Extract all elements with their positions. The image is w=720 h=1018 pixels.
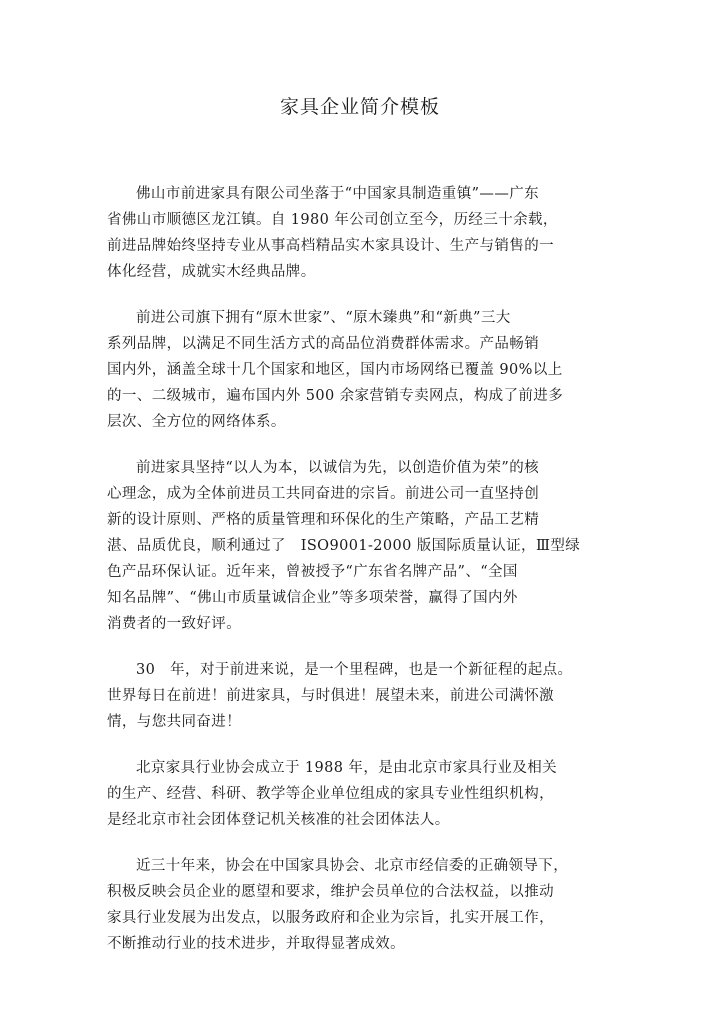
text-line: 体化经营，成就实木经典品牌。 <box>107 264 316 280</box>
text-line: 的一、二级城市，遍布国内外 500 余家营销专卖网点，构成了前进多 <box>107 388 564 404</box>
document-title: 家具企业简介模板 <box>279 96 440 118</box>
text-line: 层次、全方位的网络体系。 <box>107 414 286 430</box>
text-line: 家具行业发展为出发点，以服务政府和企业为宗旨，扎实开展工作， <box>107 910 554 926</box>
text-line: 30 年，对于前进来说，是一个里程碑，也是一个新征程的起点。 <box>136 662 573 678</box>
document-body <box>107 181 597 977</box>
text-line: 的生产、经营、科研、教学等企业单位组成的家具专业性组织机构， <box>107 786 554 802</box>
text-line: 前进家具坚持“以人为本，以诚信为先，以创造价值为荣”的核 <box>136 460 540 476</box>
text-line: 不断推动行业的技术进步，并取得显著成效。 <box>107 936 405 952</box>
paragraph <box>107 657 597 735</box>
text-line: 知名品牌”、“佛山市质量诚信企业”等多项荣誉，赢得了国内外 <box>107 590 518 606</box>
text-line: 是经北京市社会团体登记机关核准的社会团体法人。 <box>107 812 450 828</box>
text-line: 前进品牌始终坚持专业从事高档精品实木家具设计、生产与销售的一 <box>107 238 554 254</box>
text-line: 积极反映会员企业的愿望和要求，维护会员单位的合法权益，以推动 <box>107 884 554 900</box>
paragraph <box>107 181 597 285</box>
text-line: 佛山市前进家具有限公司坐落于“中国家具制造重镇”——广东 <box>136 186 540 202</box>
text-line: 系列品牌，以满足不同生活方式的高品位消费群体需求。产品畅销 <box>107 336 540 352</box>
paragraph <box>107 853 597 957</box>
paragraph <box>107 305 597 435</box>
text-line: 情，与您共同奋进！ <box>107 714 242 730</box>
paragraph <box>107 455 597 637</box>
text-line: 北京家具行业协会成立于 1988 年，是由北京市家具行业及相关 <box>136 760 558 776</box>
text-line: 国内外，涵盖全球十几个国家和地区，国内市场网络已覆盖 90%以上 <box>107 362 563 378</box>
text-line: 色产品环保认证。近年来，曾被授予“广东省名牌产品”、“全国 <box>107 564 518 580</box>
text-line: 近三十年来，协会在中国家具协会、北京市经信委的正确领导下， <box>136 858 569 874</box>
text-line: 前进公司旗下拥有“原木世家”、“原木臻典”和“新典”三大 <box>136 310 511 326</box>
text-line: 湛、品质优良，顺利通过了 ISO9001-2000 版国际质量认证，Ⅲ型绿 <box>107 538 581 554</box>
paragraph <box>107 755 597 833</box>
text-line: 新的设计原则、严格的质量管理和环保化的生产策略，产品工艺精 <box>107 512 540 528</box>
text-line: 心理念，成为全体前进员工共同奋进的宗旨。前进公司一直坚持创 <box>107 486 540 502</box>
text-line: 世界每日在前进！前进家具，与时俱进！展望未来，前进公司满怀激 <box>107 688 554 704</box>
text-line: 消费者的一致好评。 <box>107 616 242 632</box>
text-line: 省佛山市顺德区龙江镇。自 1980 年公司创立至今，历经三十余载， <box>107 212 558 228</box>
